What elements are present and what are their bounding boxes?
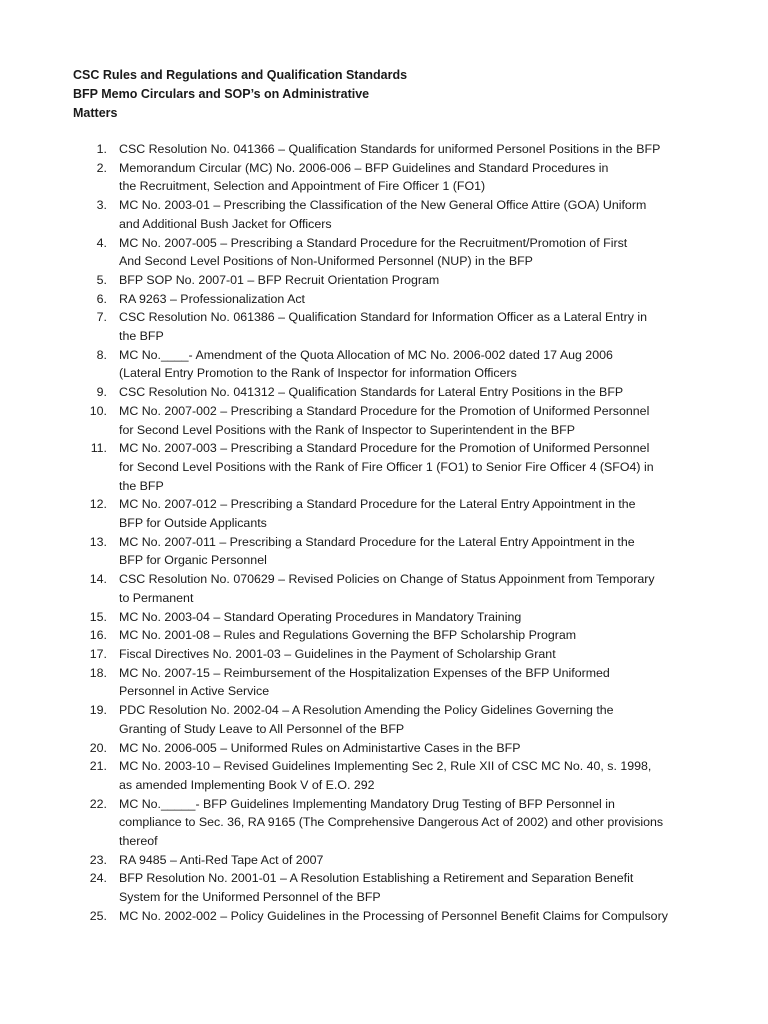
list-item-text: MC No. 2001-08 – Rules and Regulations Governing the BFP Scholarship Program (119, 628, 577, 643)
list-item (0, 533, 699, 570)
document-heading (73, 66, 693, 123)
list-item (0, 757, 699, 794)
list-item-text: CSC Resolution No. 041312 – Qualification Standards for Lateral Entry Positions in the BFP (119, 385, 624, 400)
list-item-text: MC No. 2006-005 – Uniformed Rules on Administartive Cases in the BFP (119, 740, 521, 755)
list-item-text: CSC Resolution No. 061386 – Qualification Standard for Information Officer as a Lateral Entry in (119, 310, 648, 325)
list-item (0, 346, 699, 383)
heading-line-1: CSC Rules and Regulations and Qualification Standards (73, 68, 408, 82)
list-item-text: compliance to Sec. 36, RA 9165 (The Comprehensive Dangerous Act of 2002) and other provisions (119, 815, 664, 830)
list-item-text: BFP for Outside Applicants (119, 516, 267, 531)
list-item (0, 439, 699, 495)
list-item-text: for Second Level Positions with the Rank of Inspector to Superintendent in the BFP (119, 422, 575, 437)
list-item-text: MC No. 2007-003 – Prescribing a Standard Procedure for the Promotion of Uniformed Personnel (119, 441, 650, 456)
list-item-number: 14. (89, 572, 107, 587)
list-item (0, 308, 699, 345)
list-item-number: 17. (89, 646, 107, 661)
list-item-text: MC No. 2007-15 – Reimbursement of the Hospitalization Expenses of the BFP Uniformed (119, 665, 610, 680)
list-item-number: 22. (89, 796, 107, 811)
list-item-number: 13. (89, 534, 107, 549)
list-item-number: 11. (90, 441, 107, 456)
list-item-text: for Second Level Positions with the Rank of Fire Officer 1 (FO1) to Senior Fire Officer 4 (SFO4) in (119, 459, 654, 474)
list-item-text: MC No. 2007-005 – Prescribing a Standard Procedure for the Recruitment/Promotion of First (119, 235, 628, 250)
list-item (0, 140, 699, 159)
list-item-number: 19. (89, 703, 107, 718)
list-item-text: MC No. 2003-01 – Prescribing the Classification of the New General Office Attire (GOA) Uniform (119, 198, 647, 213)
list-item (0, 795, 699, 851)
list-item-number: 7. (96, 310, 107, 325)
list-item-number: 2. (96, 160, 107, 175)
list-item-text: RA 9485 – Anti-Red Tape Act of 2007 (119, 852, 324, 867)
list-item-number: 9. (96, 385, 107, 400)
list-item-text: the BFP (119, 478, 164, 493)
list-item-text: PDC Resolution No. 2002-04 – A Resolution Amending the Policy Gidelines Governing the (119, 703, 614, 718)
list-item (0, 159, 699, 196)
list-item-text: the Recruitment, Selection and Appointment of Fire Officer 1 (FO1) (119, 179, 486, 194)
list-item-text: BFP SOP No. 2007-01 – BFP Recruit Orientation Program (119, 272, 440, 287)
list-item-text: Fiscal Directives No. 2001-03 – Guidelines in the Payment of Scholarship Grant (119, 646, 556, 661)
list-item-number: 5. (96, 272, 107, 287)
list-item-number: 1. (96, 142, 107, 156)
list-item (0, 196, 699, 233)
list-item (0, 234, 699, 271)
list-item (0, 645, 699, 664)
heading-line-3: Matters (73, 106, 118, 120)
list-item-number: 10. (89, 403, 107, 418)
list-item-text: MC No. 2003-10 – Revised Guidelines Implementing Sec 2, Rule XII of CSC MC No. 40, s. 1998, (119, 759, 652, 774)
list-item-text: And Second Level Positions of Non-Uniformed Personnel (NUP) in the BFP (119, 254, 533, 269)
list-item-text: as amended Implementing Book V of E.O. 292 (119, 777, 375, 792)
list-item (0, 851, 699, 870)
list-item-number: 25. (89, 908, 107, 923)
list-item-text: MC No.____- Amendment of the Quota Allocation of MC No. 2006-002 dated 17 Aug 2006 (119, 347, 613, 362)
list-item-number: 12. (89, 497, 107, 512)
list-item-text: MC No. 2007-011 – Prescribing a Standard Procedure for the Lateral Entry Appointment in the (119, 534, 635, 549)
list-item (0, 608, 699, 627)
list-item-text: MC No. 2007-012 – Prescribing a Standard Procedure for the Lateral Entry Appointment in the (119, 497, 636, 512)
list-item-number: 3. (96, 198, 107, 213)
list-item-text: MC No. 2002-002 – Policy Guidelines in the Processing of Personnel Benefit Claims for Compulsory (119, 908, 668, 923)
list-item-text: Granting of Study Leave to All Personnel of the BFP (119, 721, 405, 736)
list-item-text: MC No. 2003-04 – Standard Operating Procedures in Mandatory Training (119, 609, 522, 624)
list-item-text: RA 9263 – Professionalization Act (119, 291, 305, 306)
list-item-text: CSC Resolution No. 070629 – Revised Policies on Change of Status Appoinment from Temporary (119, 572, 655, 587)
list-item (0, 869, 699, 906)
list-item-text: CSC Resolution No. 041366 – Qualification Standards for uniformed Personel Positions in the BFP (119, 142, 661, 156)
list-item-text: Personnel in Active Service (119, 684, 270, 699)
list-item-number: 6. (96, 291, 107, 306)
heading-line-2: BFP Memo Circulars and SOP’s on Administrative (73, 87, 370, 101)
list-item-text: to Permanent (119, 590, 194, 605)
list-item (0, 402, 699, 439)
list-item-text: (Lateral Entry Promotion to the Rank of Inspector for information Officers (119, 366, 517, 381)
list-item (0, 290, 699, 309)
list-item-number: 15. (89, 609, 107, 624)
list-item-text: BFP Resolution No. 2001-01 – A Resolution Establishing a Retirement and Separation Benefit (119, 871, 634, 886)
list-item-number: 18. (89, 665, 107, 680)
list-item-number: 21. (89, 759, 107, 774)
list-item-text: Memorandum Circular (MC) No. 2006-006 – BFP Guidelines and Standard Procedures in (119, 160, 609, 175)
list-item (0, 701, 699, 738)
list-item-number: 20. (89, 740, 107, 755)
list-item (0, 626, 699, 645)
list-item (0, 383, 699, 402)
list-item-text: BFP for Organic Personnel (119, 553, 267, 568)
list-item (0, 271, 699, 290)
list-item-text: MC No._____- BFP Guidelines Implementing Mandatory Drug Testing of BFP Personnel in (119, 796, 615, 811)
numbered-list (0, 140, 768, 926)
list-item-number: 4. (96, 235, 107, 250)
list-item-number: 16. (89, 628, 107, 643)
list-item (0, 495, 699, 532)
list-item-number: 8. (96, 347, 107, 362)
list-item (0, 664, 699, 701)
list-item-text: and Additional Bush Jacket for Officers (119, 216, 332, 231)
list-item-text: the BFP (119, 329, 164, 344)
list-item-number: 23. (89, 852, 107, 867)
list-item-number: 24. (89, 871, 107, 886)
list-item-text: System for the Uniformed Personnel of the BFP (119, 890, 381, 905)
list-item (0, 907, 699, 926)
list-item-text: MC No. 2007-002 – Prescribing a Standard Procedure for the Promotion of Uniformed Personnel (119, 403, 650, 418)
list-item (0, 570, 699, 607)
list-item (0, 739, 699, 758)
list-item-text: thereof (119, 834, 158, 849)
